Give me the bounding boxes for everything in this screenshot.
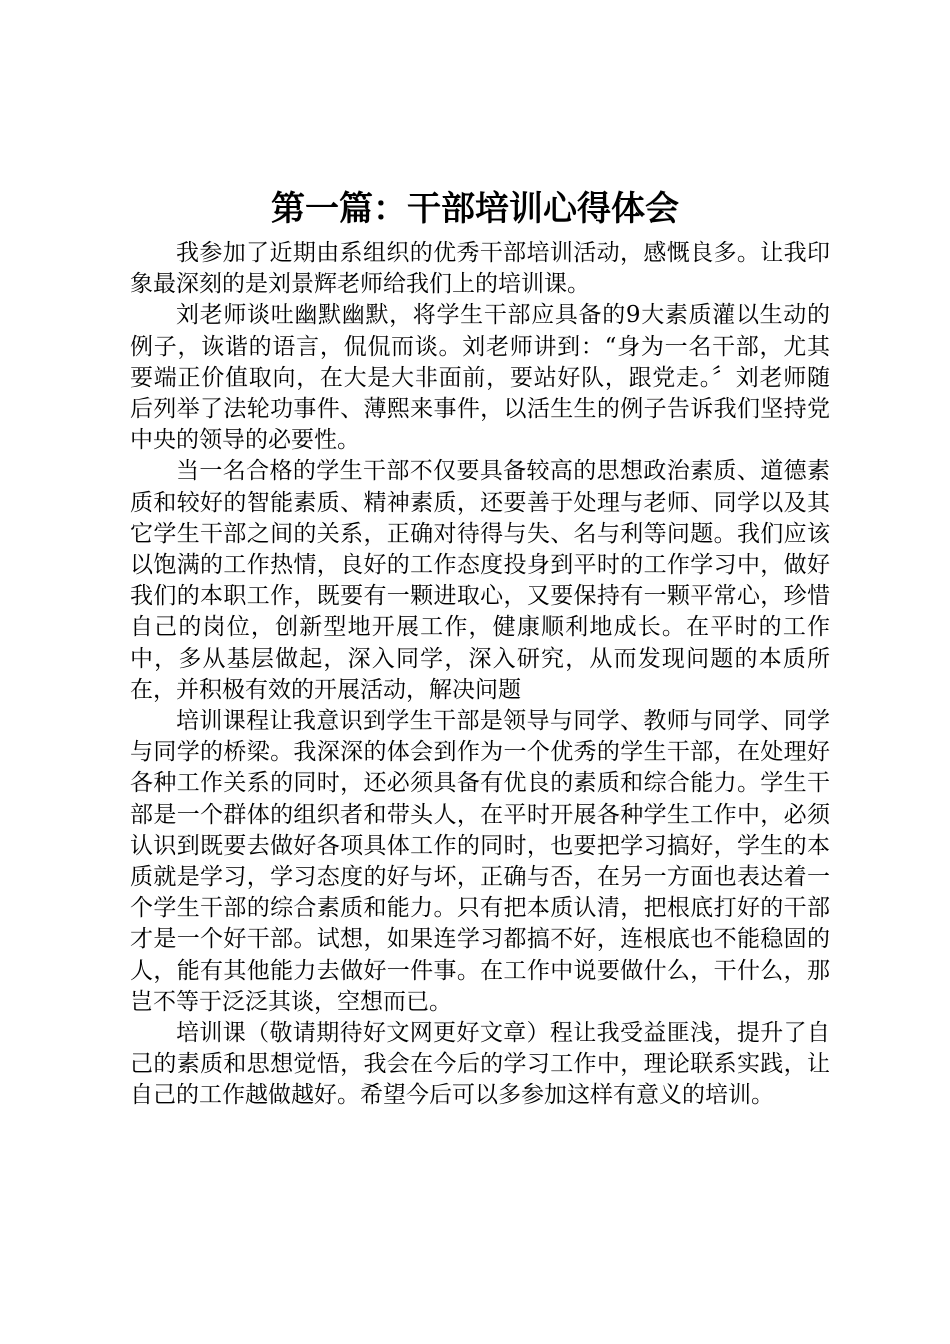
paragraph-5: 培训课（敬请期待好文网更好文章）程让我受益匪浅，提升了自己的素质和思想觉悟，我会在今后的学习工作中，理论联系实践，让自己的工作越做越好。希望今后可以多参加这样有意义的培训。 <box>130 1020 830 1109</box>
paragraph-4: 培训课程让我意识到学生干部是领导与同学、教师与同学、同学与同学的桥梁。我深深的体会到作为一个优秀的学生干部，在处理好各种工作关系的同时，还必须具备有优良的素质和综合能力。学生干部是一个群体的组织者和带头人，在平时开展各种学生工作中，必须认识到既要去做好各项具体工作的同时，也要把学习搞好，学生的本质就是学习，学习态度的好与坏，正确与否，在另一方面也表达着一个学生干部的综合素质和能力。只有把本质认清，把根底打好的干部才是一个好干部。试想，如果连学习都搞不好，连根底也不能稳固的人，能有其他能力去做好一件事。在工作中说要做什么，干什么，那岂不等于泛泛其谈，空想而已。 <box>130 708 830 1015</box>
document-body <box>130 238 830 1112</box>
paragraph-1: 我参加了近期由系组织的优秀干部培训活动，感慨良多。让我印象最深刻的是刘景辉老师给我们上的培训课。 <box>130 240 830 298</box>
paragraph-3: 当一名合格的学生干部不仅要具备较高的思想政治素质、道德素质和较好的智能素质、精神素质，还要善于处理与老师、同学以及其它学生干部之间的关系，正确对待得与失、名与利等问题。我们应该以饱满的工作热情，良好的工作态度投身到平时的工作学习中，做好我们的本职工作，既要有一颗进取心，又要保持有一颗平常心，珍惜自己的岗位，创新型地开展工作，健康顺利地成长。在平时的工作中，多从基层做起，深入同学，深入研究，从而发现问题的本质所在，并积极有效的开展活动，解决问题 <box>130 458 830 703</box>
document-title: 第一篇：干部培训心得体会 <box>271 189 679 229</box>
paragraph-2: 刘老师谈吐幽默幽默，将学生干部应具备的9大素质灌以生动的例子，诙谐的语言，侃侃而谈。刘老师讲到：“身为一名干部，尤其要端正价值取向，在大是大非面前，要站好队，跟党走。〞刘老师随后列举了法轮功事件、薄熙来事件，以活生生的例子告诉我们坚持党中央的领导的必要性。 <box>130 302 830 454</box>
